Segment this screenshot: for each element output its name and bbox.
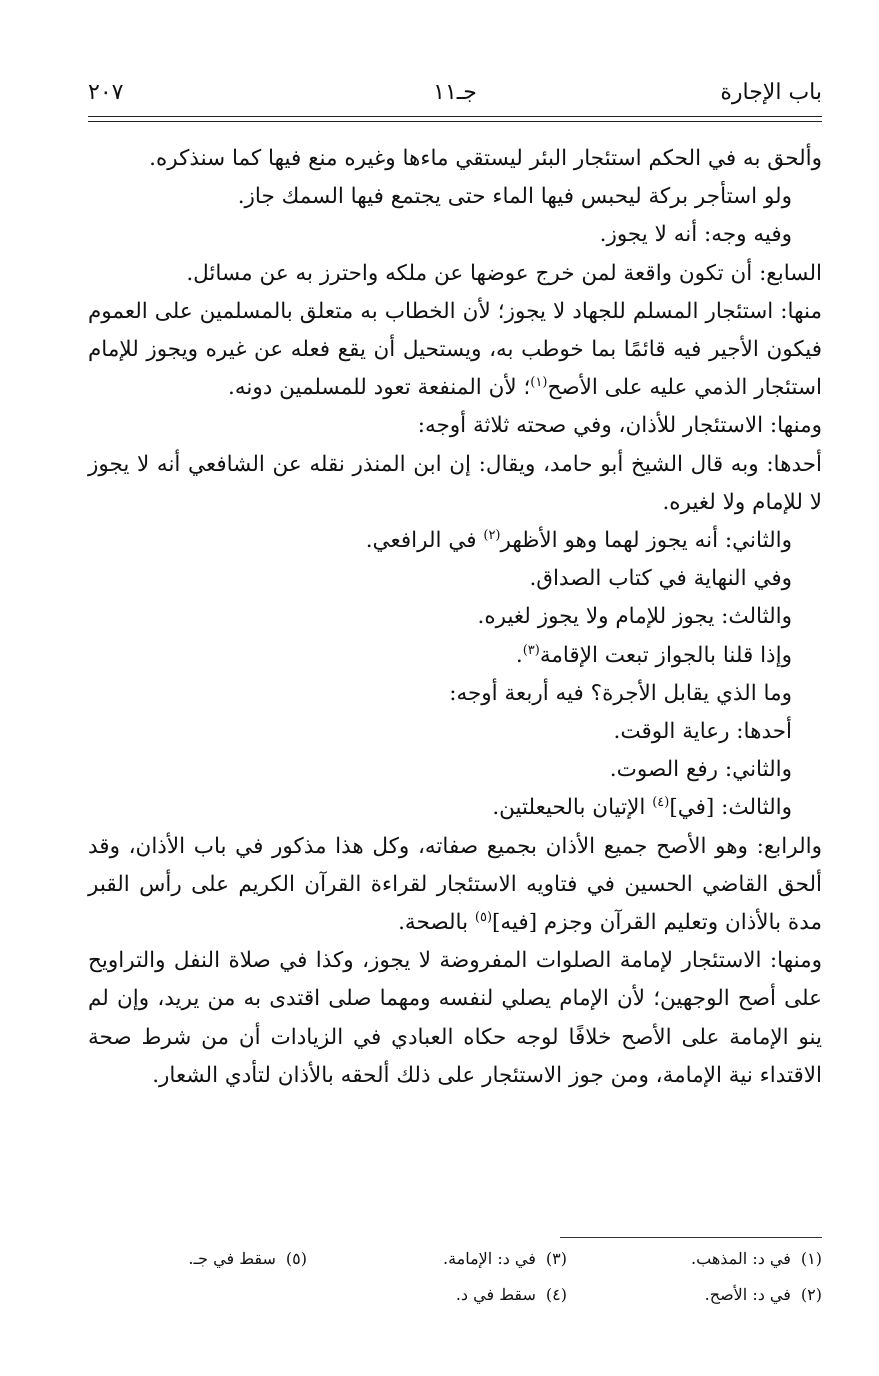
- header-rule: [88, 116, 822, 117]
- header-rule-double: [88, 121, 822, 122]
- paragraph: وإذا قلنا بالجواز تبعت الإقامة$^{(٣)}$.: [515, 642, 792, 668]
- paragraph: وفيه وجه: أنه لا يجوز.: [599, 222, 792, 248]
- paragraph: منها: استئجار المسلم للجهاد لا يجوز؛ لأن الخطاب به متعلق بالمسلمين على العموم فيكون الأجير فيه قائمًا بما خوطب به، ويستحيل أن يقع فعله عن غيره ويجوز للإمام استئجار الذمي عليه على الأصح$^{(١)}$؛ لأن المنفعة تعود للمسلمين دونه.: [88, 298, 822, 401]
- paragraph: ومنها: الاستئجار لإمامة الصلوات المفروضة لا يجوز، وكذا في صلاة النفل والتراويح على أصح الوجهين؛ لأن الإمام يصلي لنفسه ومهما صلى اقتدى به من يريد، وإن لم ينو الإمامة على الأصح خلافًا لوجه حكاه العبادي في الزيادات أن من شرط صحة الاقتداء نية الإمامة، ومن جوز الاستئجار على ذلك ألحقه بالأذان لتأدي الشعار.: [88, 948, 822, 1088]
- paragraph: ومنها: الاستئجار للأذان، وفي صحته ثلاثة أوجه:: [417, 413, 822, 439]
- footnote-mark: (٤): [652, 795, 670, 811]
- paragraph: السابع: أن تكون واقعة لمن خرج عوضها عن ملكه واحترز به عن مسائل.: [186, 260, 822, 286]
- paragraph: والثاني: رفع الصوت.: [609, 757, 792, 783]
- footnote-item: (٤)سقط في د.: [455, 1285, 567, 1304]
- chapter-title: باب الإجارة: [720, 80, 822, 105]
- paragraph: ولو استأجر بركة ليحبس فيها الماء حتى يجتمع فيها السمك جاز.: [237, 184, 792, 210]
- paragraph: والرابع: وهو الأصح جميع الأذان بجميع صفاته، وكل هذا مذكور في باب الأذان، وقد ألحق القاضي الحسين في فتاويه الاستئجار لقراءة القرآن الكريم على رأس القبر مدة بالأذان وتعليم القرآن وجزم [فيه]$^{(٥)}$ بالصحة.: [88, 833, 822, 936]
- paragraph: وما الذي يقابل الأجرة؟ فيه أربعة أوجه:: [449, 680, 792, 706]
- footnote-mark: (١): [530, 375, 548, 391]
- footnote-mark: (٥): [474, 909, 493, 925]
- footnote-mark: (٣): [522, 642, 540, 658]
- running-header: [88, 80, 822, 114]
- paragraph: والثالث: يجوز للإمام ولا يجوز لغيره.: [477, 604, 792, 630]
- footnote-item: (٥)سقط في جـ.: [188, 1249, 307, 1268]
- paragraph: أحدها: وبه قال الشيخ أبو حامد، ويقال: إن ابن المنذر نقله عن الشافعي أنه لا يجوز لا للإمام ولا لغيره.: [88, 451, 822, 515]
- paragraph: وألحق به في الحكم استئجار البئر ليستقي ماءها وغيره منع فيها كما سنذكره.: [149, 146, 822, 171]
- paragraph: والثالث: [في]$^{(٤)}$ الإتيان بالحيعلتين.: [492, 795, 792, 821]
- paragraph: أحدها: رعاية الوقت.: [613, 719, 792, 745]
- footnote-item: (٣)في د: الإمامة.: [442, 1249, 567, 1268]
- page-number: ٢٠٧: [88, 80, 124, 105]
- volume-label: جـ١١: [433, 80, 477, 105]
- footnote-item: (١)في د: المذهب.: [691, 1249, 822, 1268]
- paragraph: والثاني: أنه يجوز لهما وهو الأظهر$^{(٢)}$ في الرافعي.: [365, 527, 792, 554]
- footnote-item: (٢)في د: الأصح.: [704, 1285, 822, 1304]
- footnote-separator: [560, 1237, 822, 1238]
- paragraph: وفي النهاية في كتاب الصداق.: [529, 566, 792, 592]
- main-text: [88, 140, 822, 1095]
- footnote-mark: (٢): [483, 527, 501, 543]
